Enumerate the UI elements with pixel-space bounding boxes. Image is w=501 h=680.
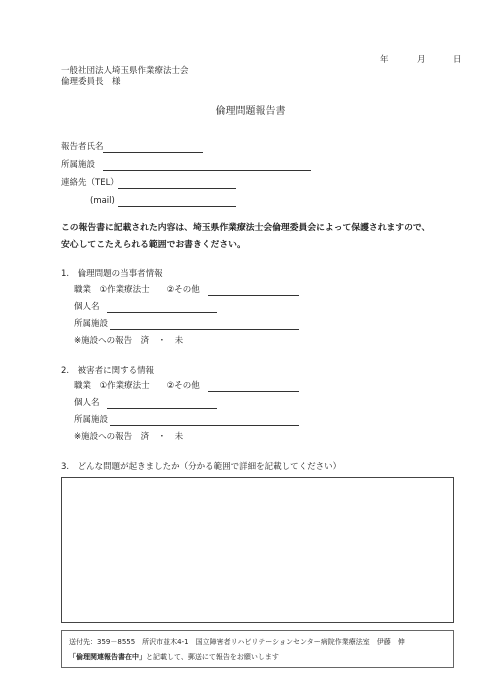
- addressee-recipient: 倫理委員長 様: [61, 77, 121, 87]
- section1-occupation-other-field[interactable]: [208, 295, 299, 296]
- addressee-org: 一般社団法人埼玉県作業療法士会: [61, 66, 189, 76]
- footer-instruction: と記載して、郵送にて報告をお願いします: [146, 653, 279, 661]
- date-month-label: 月: [417, 55, 426, 65]
- notice-line-1: この報告書に記載された内容は、埼玉県作業療法士会倫理委員会によって保護されますので、: [61, 223, 431, 233]
- reporter-facility-label: 所属施設: [61, 160, 96, 170]
- problem-details-box[interactable]: [61, 477, 454, 623]
- date-year-label: 年: [380, 55, 389, 65]
- section2-report-status: ※施設への報告 済 ・ 未: [74, 432, 184, 442]
- footer-address: 送付先：359－8555 所沢市並木4-1 国立障害者リハビリテーションセンター病院作業療法室 伊藤 伸: [69, 638, 405, 646]
- reporter-name-field[interactable]: [103, 152, 203, 153]
- section1-heading: 1. 倫理問題の当事者情報: [61, 269, 163, 279]
- reporter-facility-field[interactable]: [103, 170, 311, 171]
- section2-name-field[interactable]: [107, 408, 217, 409]
- reporter-mail-label: (mail): [90, 196, 115, 206]
- section2-facility-label: 所属施設: [74, 415, 109, 425]
- section2-name-label: 個人名: [74, 398, 100, 408]
- footer-instruction-line: [69, 652, 279, 662]
- footer-box: [61, 630, 454, 668]
- section1-facility-label: 所属施設: [74, 319, 109, 329]
- footer-emphasis: 「倫理関連報告書在中」: [69, 653, 146, 661]
- reporter-mail-field[interactable]: [118, 206, 236, 207]
- section1-occupation: 職業 ①作業療法士 ②その他: [74, 285, 200, 295]
- notice-line-2: 安心してこたえられる範囲でお書きください。: [61, 240, 246, 250]
- section1-name-field[interactable]: [107, 312, 217, 313]
- reporter-tel-field[interactable]: [118, 188, 236, 189]
- section2-occupation: 職業 ①作業療法士 ②その他: [74, 381, 200, 391]
- section2-facility-field[interactable]: [110, 425, 299, 426]
- section1-report-status: ※施設への報告 済 ・ 未: [74, 336, 184, 346]
- section2-occupation-other-field[interactable]: [208, 391, 299, 392]
- page-title: 倫理問題報告書: [215, 106, 286, 117]
- section3-heading: 3. どんな問題が起きましたか（分かる範囲で詳細を記載してください）: [61, 462, 342, 472]
- section1-facility-field[interactable]: [110, 329, 299, 330]
- reporter-name-label: 報告者氏名: [61, 142, 104, 152]
- reporter-contact-label: 連絡先（TEL）: [61, 178, 119, 188]
- date-day-label: 日: [453, 55, 462, 65]
- section2-heading: 2. 被害者に関する情報: [61, 366, 155, 376]
- section1-name-label: 個人名: [74, 302, 100, 312]
